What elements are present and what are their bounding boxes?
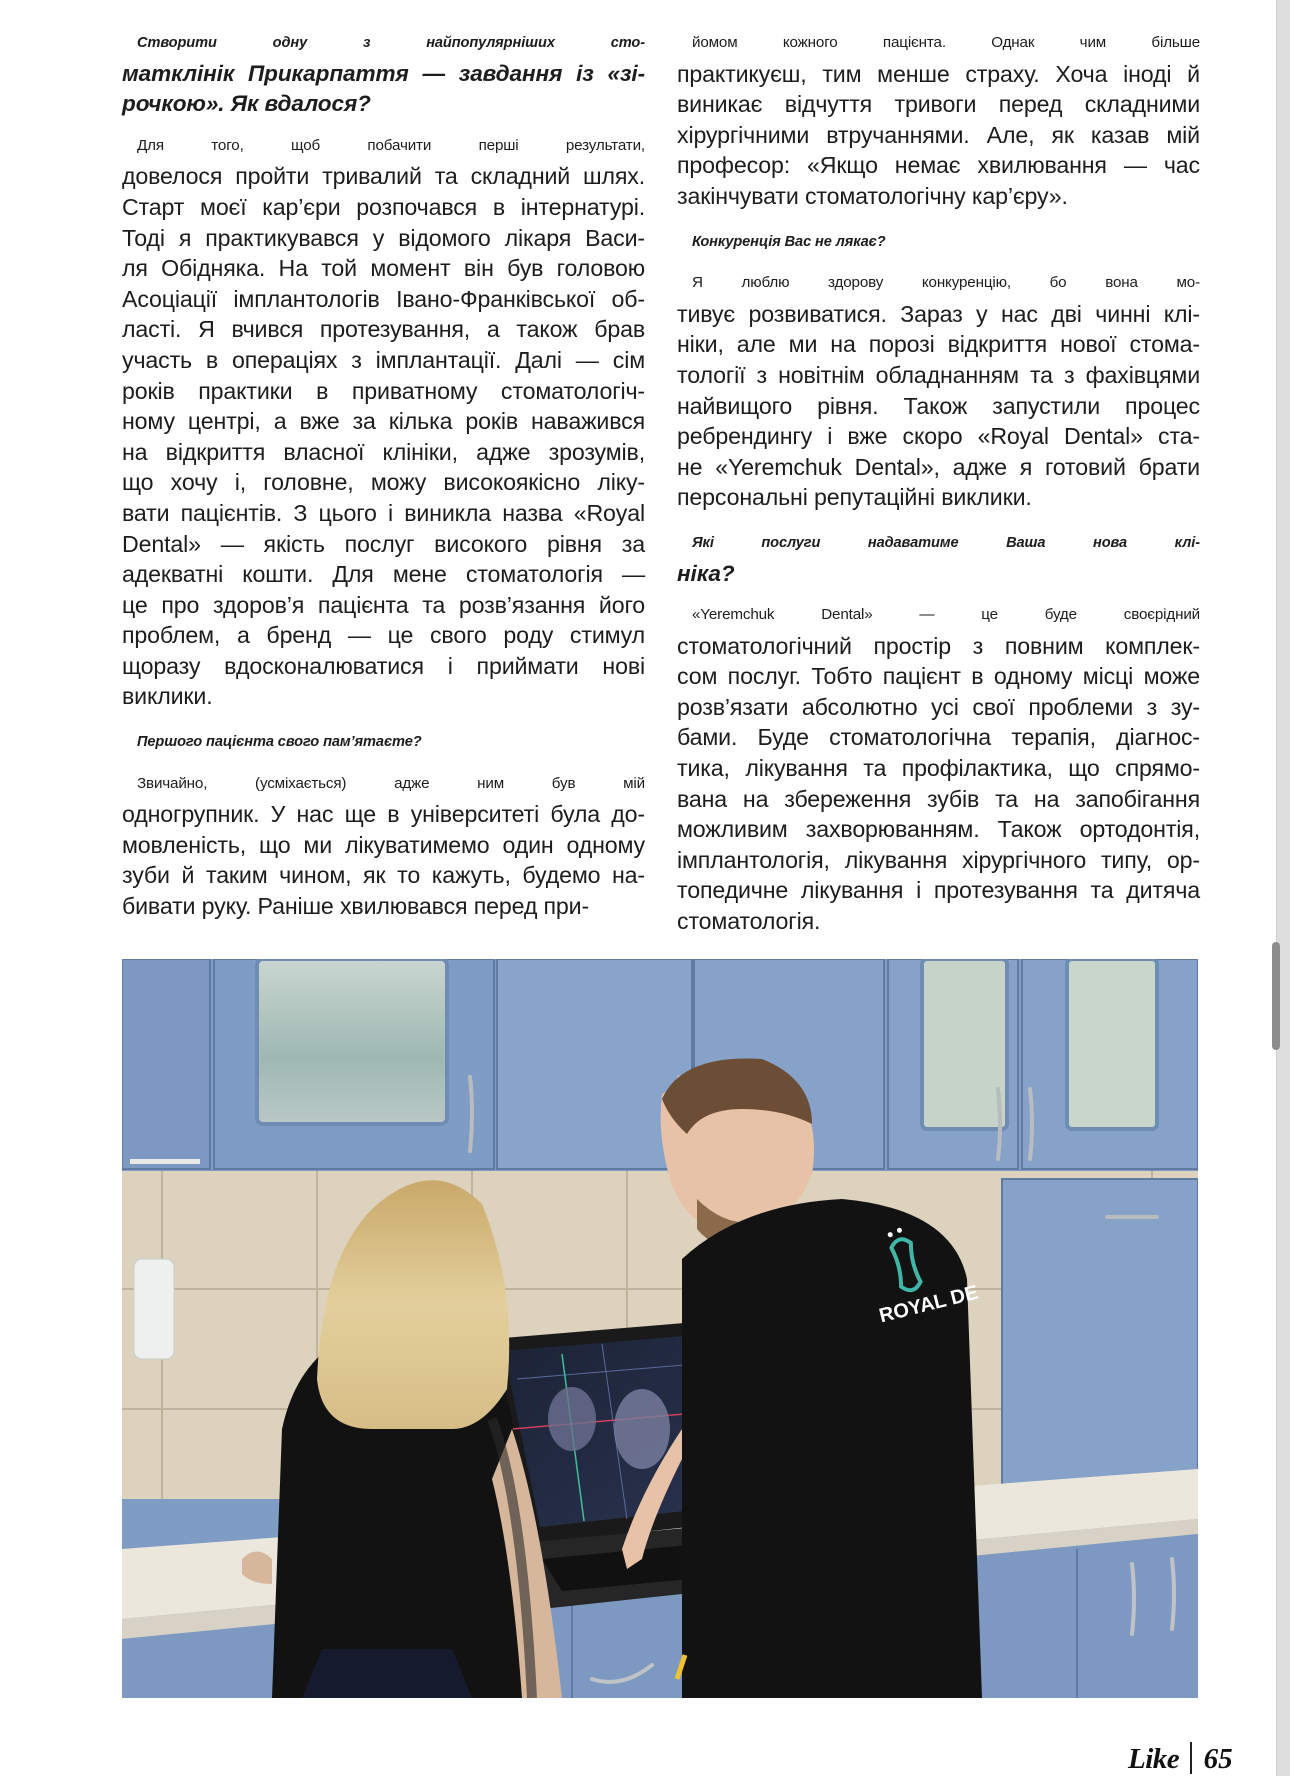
text-line: ному центрі, а вже за кілька років наважився [122,408,645,435]
upper-cabinets [122,959,1198,1171]
block-gap [677,212,1200,227]
interview-answer [677,28,1200,212]
block-gap [122,120,645,131]
block-gap [677,589,1200,600]
block-gap [677,513,1200,528]
text-line: топедичне лікування і протезування та дитяча [677,877,1200,904]
interview-answer [677,268,1200,513]
text-line: бами. Буде стоматологічна терапія, діагнос- [677,724,1200,751]
text-line: не «Yeremchuk Dental», адже я готовий брати [677,453,1200,480]
text-line: ніки, але ми на порозі відкриття нової стома- [677,331,1200,358]
text-line: розв’язати абсолютно усі свої проблеми з зу- [677,693,1200,720]
interview-answer [677,600,1200,937]
text-line: тика, лікування та профілактика, що спрямо- [677,755,1200,782]
text-line: найвищого рівня. Також запустили процес [677,392,1200,419]
left-column [122,28,645,922]
text-line: Звичайно, (усміхається) адже ним був мій [137,774,645,792]
text-line: Тоді я практикувався у відомого лікаря Васи- [122,224,645,251]
text-line: професор: «Якщо немає хвилювання — час [677,152,1200,179]
text-line: виклики. [122,683,213,710]
text-line: вана на збереження зубів та на запобігання [677,785,1200,812]
text-line: рочкою». Як вдалося? [122,91,371,117]
text-line: тології з новітнім обладнанням та з фахівцями [677,361,1200,388]
scrollbar-thumb[interactable] [1272,942,1280,1050]
interview-question [677,528,1200,589]
text-line: йомом кожного пацієнта. Однак чим більше [692,34,1200,51]
text-line: можливим захворюванням. Також ортодонтія, [677,816,1200,843]
text-line: Для того, щоб побачити перші результати, [137,136,645,154]
page-number: 65 [1203,1743,1233,1775]
text-line: бивати руку. Раніше хвилювався перед при- [122,893,590,920]
text-line: «Yeremchuk Dental» — це буде своєрідний [692,606,1200,624]
text-line: мовленість, що ми лікуватимемо один одному [122,831,645,858]
interview-answer [122,131,645,712]
text-line: хірургічними втручаннями. Але, як казав мій [677,121,1200,148]
text-line: проблем, а бренд — це свого роду стимул [122,622,645,649]
viewer-gutter [1276,0,1290,1776]
interview-question [677,227,1200,258]
interview-question [122,727,645,758]
text-line: на відкриття власної клініки, адже зрозумів, [122,438,645,465]
text-line: Я люблю здорову конкуренцію, бо вона мо- [692,274,1200,292]
text-line: Старт моєї кар’єри розпочався в інтернатурі. [122,193,645,220]
text-line: персональні репутаційні виклики. [677,484,1032,511]
block-gap [122,758,645,769]
shirt-logo-text: ROYAL DE [877,1281,981,1328]
text-line: ласті. Я вчився протезування, а також брав [122,316,645,343]
text-line: що хочу і, головне, можу високоякісно ліку- [122,469,645,496]
text-line: ніка? [677,560,735,586]
text-line: адекватні кошти. Для мене стоматологія — [122,561,645,588]
text-line: сом послуг. Тобто пацієнт в одному місці може [677,663,1200,690]
magazine-name: Like [1128,1743,1180,1775]
interview-question [122,28,645,120]
article-photo [122,959,1198,1698]
interview-answer [122,769,645,922]
text-line: стоматологія. [677,908,821,935]
text-line: зуби й таким чином, як то кажуть, будемо на- [122,862,645,889]
text-line: Конкуренція Вас не лякає? [692,233,886,250]
text-line: років практики в приватному стоматологіч- [122,377,645,404]
text-line: це про здоров’я пацієнта та розв’язання його [122,591,645,618]
block-gap [122,712,645,727]
text-line: одногрупник. У нас ще в університеті була до- [122,801,645,828]
text-line: практикуєш, тим менше страху. Хоча іноді й [677,60,1200,87]
text-line: тивує розвиватися. Зараз у нас дві чинні клі- [677,300,1200,327]
text-line: участь в операціях з імплантації. Далі — сім [122,346,645,373]
text-line: імплантологія, лікування хірургічного типу, ор- [677,846,1200,873]
text-line: ля Обідняка. На той момент він був головою [122,255,645,282]
text-line: виникає відчуття тривоги перед складними [677,91,1200,118]
page-footer [1128,1740,1233,1776]
text-line: стоматологічний простір з повним комплек- [677,632,1200,659]
text-line: Dental» — якість послуг високого рівня за [122,530,645,557]
text-line: Які послуги надаватиме Ваша нова клі- [692,534,1200,551]
footer-divider [1190,1742,1192,1774]
text-line: закінчувати стоматологічну кар’єру». [677,182,1068,209]
text-line: ребрендингу і вже скоро «Royal Dental» ста- [677,423,1200,450]
right-column [677,28,1200,937]
text-line: Створити одну з найпопулярніших сто- [137,35,645,51]
block-gap [677,257,1200,268]
photo-illustration [122,959,1198,1698]
text-line: Асоціації імплантологів Івано-Франківської об- [122,285,645,312]
text-line: матклінік Прикарпаття — завдання із «зі- [122,60,645,86]
text-line: довелося пройти тривалий та складний шлях. [122,163,645,190]
text-line: вати пацієнтів. З цього і виникла назва «Royal [122,499,645,526]
text-line: Першого пацієнта свого пам’ятаєте? [137,734,422,751]
text-line: щоразу вдосконалюватися і приймати нові [122,652,645,679]
